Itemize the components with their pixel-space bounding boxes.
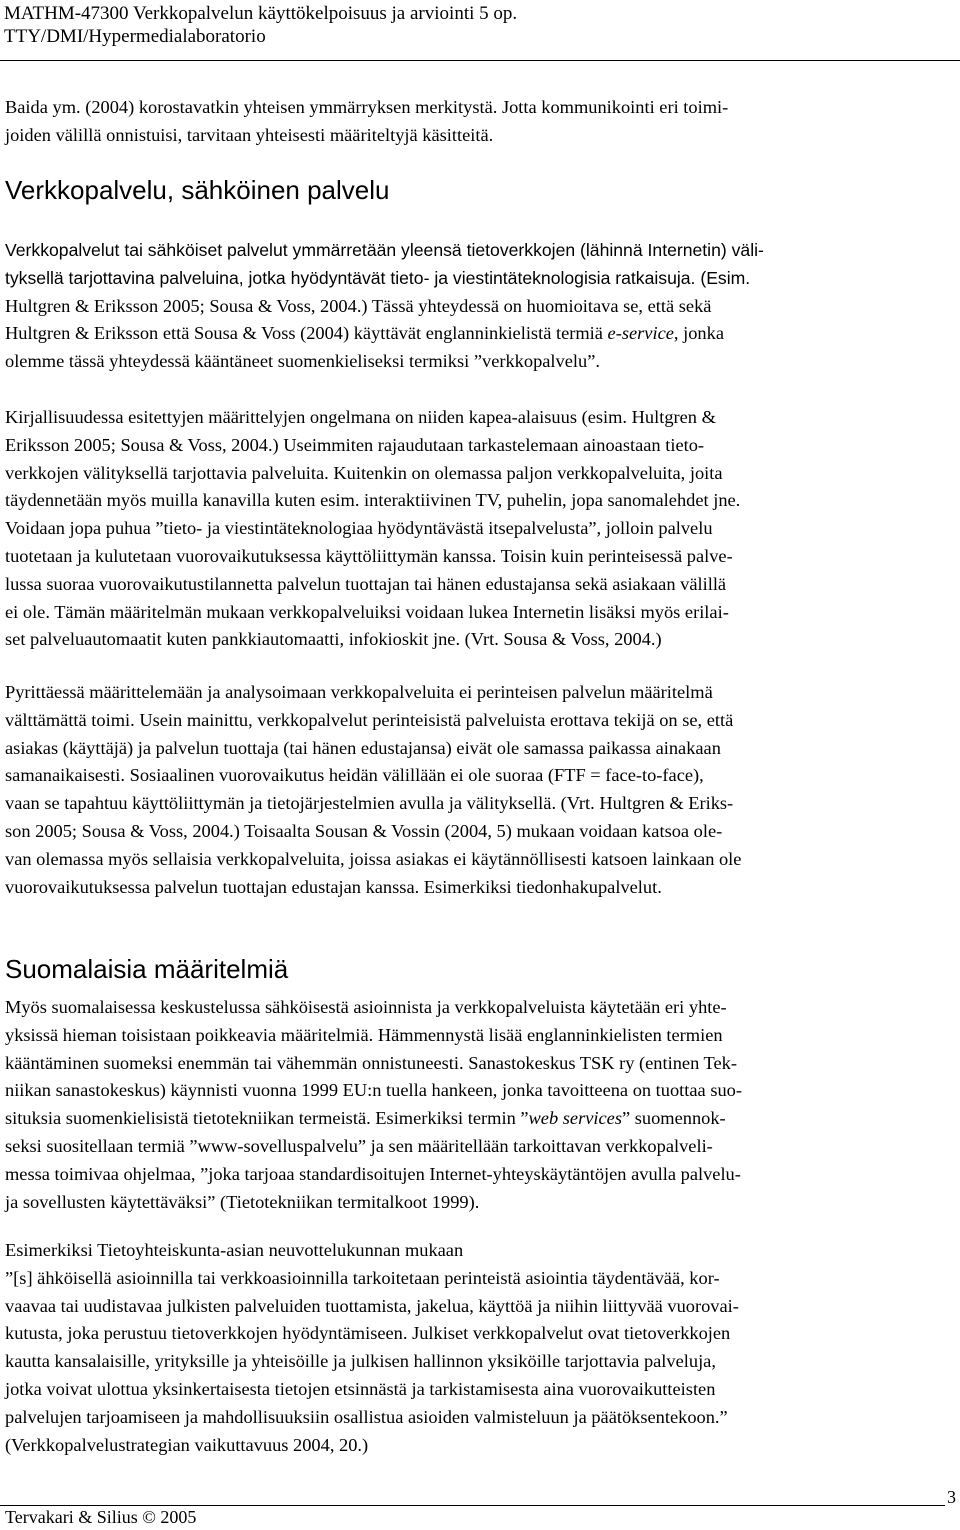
text-run: , jonka bbox=[673, 323, 724, 344]
text-line: seksi suositellaan termiä ”www-sovelluspalvelu” ja sen määritellään tarkoittavan verkkopalveli- bbox=[5, 1135, 713, 1156]
section-heading-suomalaisia: Suomalaisia määritelmiä bbox=[5, 954, 289, 984]
term-web-services: web services bbox=[528, 1108, 622, 1129]
text-line: Pyrittäessä määrittelemään ja analysoimaan verkkopalveluita ei perinteisen palvelun määritelmä bbox=[5, 682, 713, 702]
text-line: vaavaa tai uudistavaa julkisten palveluiden tuottamista, jakelua, käyttöä ja niihin liittyvää vuorovai- bbox=[5, 1295, 739, 1316]
text-line bbox=[5, 320, 955, 348]
paragraph-quote bbox=[5, 1237, 955, 1459]
text-line: verkkojen välityksellä tarjottavia palveluita. Kuitenkin on olemassa paljon verkkopalveluita, joita bbox=[5, 462, 723, 483]
text-line bbox=[5, 1105, 955, 1133]
text-line: olemme tässä yhteydessä kääntäneet suomenkieliseksi termiksi ”verkkopalvelu”. bbox=[5, 351, 600, 372]
text-line: vuorovaikutuksessa palvelun tuottajan edustajan kanssa. Esimerkiksi tiedonhakupalvelut. bbox=[5, 876, 662, 897]
section-heading-verkkopalvelu: Verkkopalvelu, sähköinen palvelu bbox=[5, 175, 390, 205]
text-line: tyksellä tarjottavina palveluina, jotka hyödyntävät tieto- ja viestintäteknologisia ratkaisuja. (Esim. bbox=[5, 267, 751, 288]
text-line: täydennetään myös muilla kanavilla kuten esim. interaktiivinen TV, puhelin, jopa sanomalehdet jne. bbox=[5, 490, 741, 511]
page-number: 3 bbox=[947, 1487, 956, 1507]
text-line: Baida ym. (2004) korostavatkin yhteisen ymmärryksen merkitystä. Jotta kommunikointi eri toimi- bbox=[5, 97, 729, 117]
text-line: Voidaan jopa puhua ”tieto- ja viestintäteknologiaa hyödyntävästä itsepalvelusta”, jolloin palvelu bbox=[5, 518, 713, 539]
text-line: tuotetaan ja kulutetaan vuorovaikutuksessa käyttöliittymän kanssa. Toisin kuin perinteisessä palve- bbox=[5, 545, 733, 566]
text-line: Verkkopalvelut tai sähköiset palvelut ymmärretään yleensä tietoverkkojen (lähinnä Internetin) väli- bbox=[5, 240, 764, 260]
text-line: Kirjallisuudessa esitettyjen määrittelyjen ongelmana on niiden kapea-alaisuus (esim. Hultgren & bbox=[5, 407, 716, 427]
text-line: palvelujen tarjoamiseen ja mahdollisuuksiin osallistua asioiden valmisteluun ja päätöksentekoon.” bbox=[5, 1406, 728, 1427]
text-line: Eriksson 2005; Sousa & Voss, 2004.) Useimmiten rajaudutaan tarkastelemaan ainoastaan tieto- bbox=[5, 434, 705, 455]
text-line: messa toimivaa ohjelmaa, ”joka tarjoaa standardisoitujen Internet-yhteyskäytäntöjen avulla palvelu- bbox=[5, 1163, 741, 1184]
header-department: TTY/DMI/Hypermedialaboratorio bbox=[4, 26, 266, 47]
text-line: ei ole. Tämän määritelmän mukaan verkkopalveluiksi voidaan lukea Internetin lisäksi myös erilai- bbox=[5, 601, 729, 622]
text-line: set palveluautomaatit kuten pankkiautomaatti, infokioskit jne. (Vrt. Sousa & Voss, 2004.) bbox=[5, 629, 662, 650]
page-header bbox=[4, 2, 517, 48]
text-run: ” suomennok- bbox=[621, 1108, 726, 1129]
text-line: ja sovellusten käytettäväksi” (Tietotekniikan termitalkoot 1999). bbox=[5, 1191, 480, 1212]
paragraph-literature bbox=[5, 404, 955, 654]
text-run: situksia suomenkielisistä tietotekniikan termeistä. Esimerkiksi termin ” bbox=[5, 1108, 529, 1129]
paragraph-definition bbox=[5, 237, 955, 376]
text-line: ”[s] ähköisellä asioinnilla tai verkkoasioinnilla tarkoitetaan perinteistä asiointia täydentävää, kor- bbox=[5, 1267, 720, 1288]
text-line: niikan sanastokeskus) käynnisti vuonna 1999 EU:n tuella hankeen, jonka tavoitteena on tuottaa suo- bbox=[5, 1080, 742, 1101]
text-line: yksissä hieman toisistaan poikkeavia määritelmiä. Hämmennystä lisää englanninkielisten termien bbox=[5, 1024, 723, 1045]
text-line: jotka voivat ulottua yksinkertaisesta tietojen etsinnästä ja tarkistamisesta aina vuorovaikutteisten bbox=[5, 1378, 716, 1399]
header-divider bbox=[0, 60, 960, 61]
text-line: kääntäminen suomeksi enemmän tai vähemmän onnistuneesti. Sanastokeskus TSK ry (entinen Tek- bbox=[5, 1052, 737, 1073]
text-line: kutusta, joka perustuu tietoverkkojen hyödyntämiseen. Julkiset verkkopalvelut ovat tietoverkkojen bbox=[5, 1323, 731, 1344]
text-line: Esimerkiksi Tietoyhteiskunta-asian neuvottelukunnan mukaan bbox=[5, 1240, 464, 1260]
text-line: kautta kansalaisille, yrityksille ja yhteisöille ja julkisen hallinnon yksiköille tarjottavia palveluja, bbox=[5, 1351, 716, 1372]
paragraph-analysis bbox=[5, 679, 955, 901]
term-e-service: e-service bbox=[607, 323, 674, 344]
paragraph-finnish-definitions bbox=[5, 994, 955, 1216]
text-line: välttämättä toimi. Usein mainittu, verkkopalvelut perinteisistä palveluista erottava tekijä on se, että bbox=[5, 709, 734, 730]
text-line: son 2005; Sousa & Voss, 2004.) Toisaalta Sousan & Vossin (2004, 5) mukaan voidaan katsoa ole- bbox=[5, 820, 723, 841]
text-line: Myös suomalaisessa keskustelussa sähköisestä asioinnista ja verkkopalveluista käytetään eri yhte- bbox=[5, 997, 727, 1017]
text-line: vaan se tapahtuu käyttöliittymän ja tietojärjestelmien avulla ja välityksellä. (Vrt. Hultgren & Eriks- bbox=[5, 793, 734, 814]
footer-copyright: Tervakari & Silius © 2005 bbox=[5, 1507, 197, 1527]
paragraph-intro bbox=[5, 94, 955, 150]
text-line: asiakas (käyttäjä) ja palvelun tuottaja (tai hänen edustajansa) eivät ole samassa paikassa ainakaan bbox=[5, 737, 721, 758]
text-line: (Verkkopalvelustrategian vaikuttavuus 2004, 20.) bbox=[5, 1434, 369, 1455]
text-run: Hultgren & Eriksson että Sousa & Voss (2004) käyttävät englanninkielistä termiä bbox=[5, 323, 608, 344]
text-line: lussa suoraa vuorovaikutustilannetta palvelun tuottajan tai hänen edustajansa sekä asiakaan välillä bbox=[5, 573, 727, 594]
text-line: joiden välillä onnistuisi, tarvitaan yhteisesti määriteltyjä käsitteitä. bbox=[5, 124, 494, 145]
text-line: Hultgren & Eriksson 2005; Sousa & Voss, 2004.) Tässä yhteydessä on huomioitava se, että sekä bbox=[5, 295, 712, 316]
text-line: samanaikaisesti. Sosiaalinen vuorovaikutus heidän välillään ei ole suoraa (FTF = face-to-face), bbox=[5, 765, 704, 786]
text-line: van olemassa myös sellaisia verkkopalveluita, joissa asiakas ei käytännöllisesti katsoen lainkaan ole bbox=[5, 848, 742, 869]
header-course-title: MATHM-47300 Verkkopalvelun käyttökelpoisuus ja arviointi 5 op. bbox=[4, 3, 518, 24]
